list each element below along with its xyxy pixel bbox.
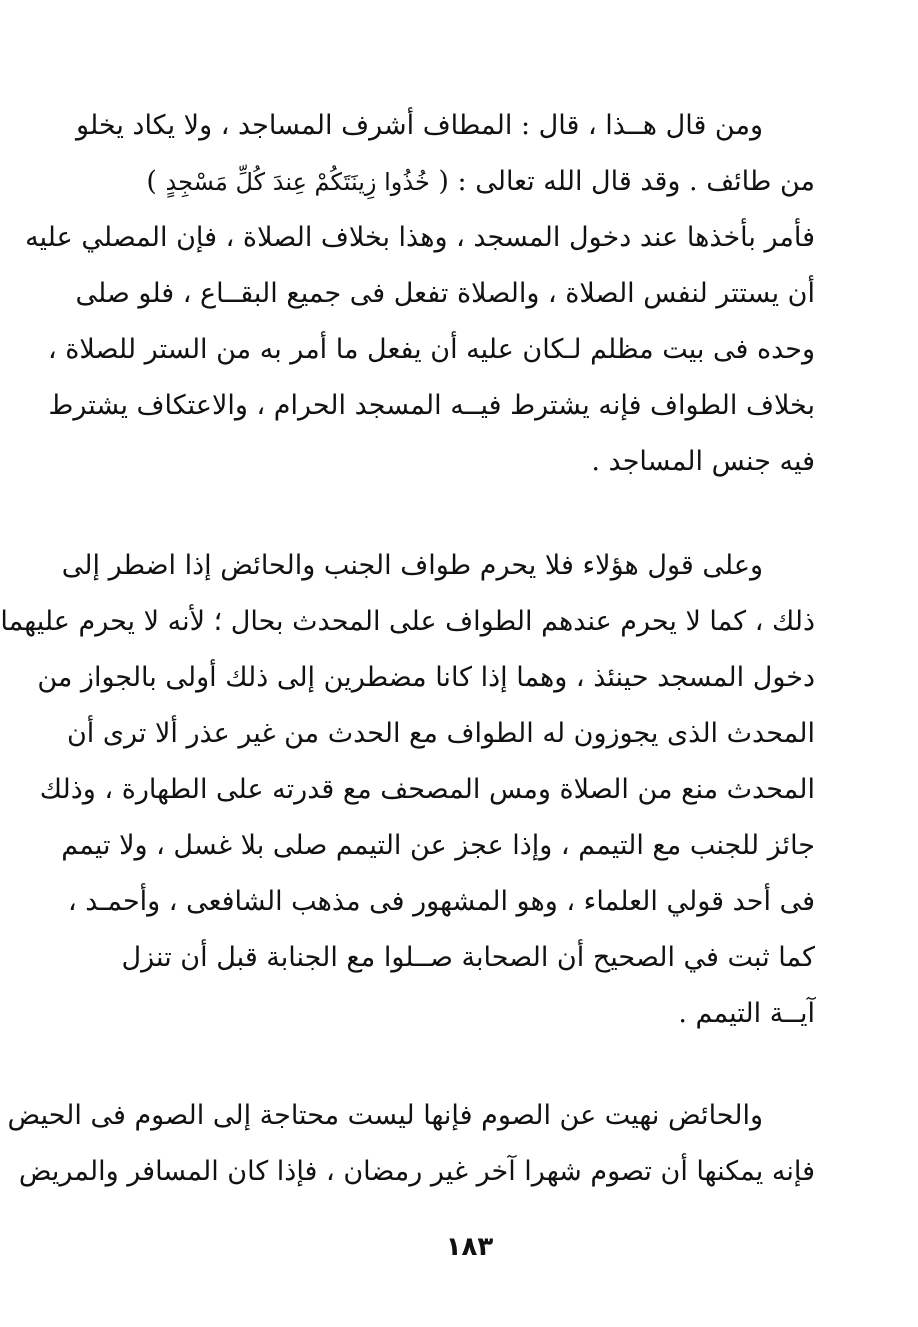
text-line: وعلى قول هؤلاء فلا يحرم طواف الجنب والحائض إذا اضطر إلى [61,550,763,581]
text-line: فأمر بأخذها عند دخول المسجد ، وهذا بخلاف الصلاة ، فإن المصلي عليه [25,222,815,253]
text-line: أن يستتر لنفس الصلاة ، والصلاة تفعل فى جميع البقــاع ، فلو صلى [75,278,815,309]
text-line: ذلك ، كما لا يحرم عندهم الطواف على المحدث بحال ؛ لأنه لا يحرم عليهما [0,606,815,637]
paragraph-1 [25,98,815,490]
text-line: جائز للجنب مع التيمم ، وإذا عجز عن التيمم صلى بلا غسل ، ولا تيمم [61,830,815,861]
paragraph-2 [0,538,815,1042]
text-line: المحدث منع من الصلاة ومس المصحف مع قدرته على الطهارة ، وذلك [39,774,815,805]
text-line: فإنه يمكنها أن تصوم شهرا آخر غير رمضان ، فإذا كان المسافر والمريض [18,1156,815,1187]
text-line: آيــة التيمم . [678,998,815,1029]
text-line: فى أحد قولي العلماء ، وهو المشهور فى مذهب الشافعى ، وأحمـد ، [68,886,815,917]
quran-verse: خُذُوا زِينَتَكُمْ عِندَ كُلِّ مَسْجِدٍ [165,168,430,196]
page-number: ١٨٣ [445,1232,494,1262]
text-line: وحده فى بيت مظلم لـكان عليه أن يفعل ما أمر به من الستر للصلاة ، [47,334,815,365]
text-line: والحائض نهيت عن الصوم فإنها ليست محتاجة إلى الصوم فى الحيض [7,1100,763,1131]
text-segment: ) [146,166,157,197]
text-line: دخول المسجد حينئذ ، وهما إذا كانا مضطرين إلى ذلك أولى بالجواز من [37,662,815,693]
paragraph-3 [7,1088,815,1200]
text-line-with-quran [125,154,815,210]
text-segment: من طائف . وقد قال الله تعالى : ( [438,166,815,197]
text-line: فيه جنس المساجد . [591,446,815,477]
text-line: كما ثبت في الصحيح أن الصحابة صــلوا مع الجنابة قبل أن تنزل [121,942,815,973]
text-line: المحدث الذى يجوزون له الطواف مع الحدث من غير عذر ألا ترى أن [66,718,815,749]
text-line: ومن قال هــذا ، قال : المطاف أشرف المساجد ، ولا يكاد يخلو [76,110,763,141]
text-line: بخلاف الطواف فإنه يشترط فيــه المسجد الحرام ، والاعتكاف يشترط [48,390,815,421]
